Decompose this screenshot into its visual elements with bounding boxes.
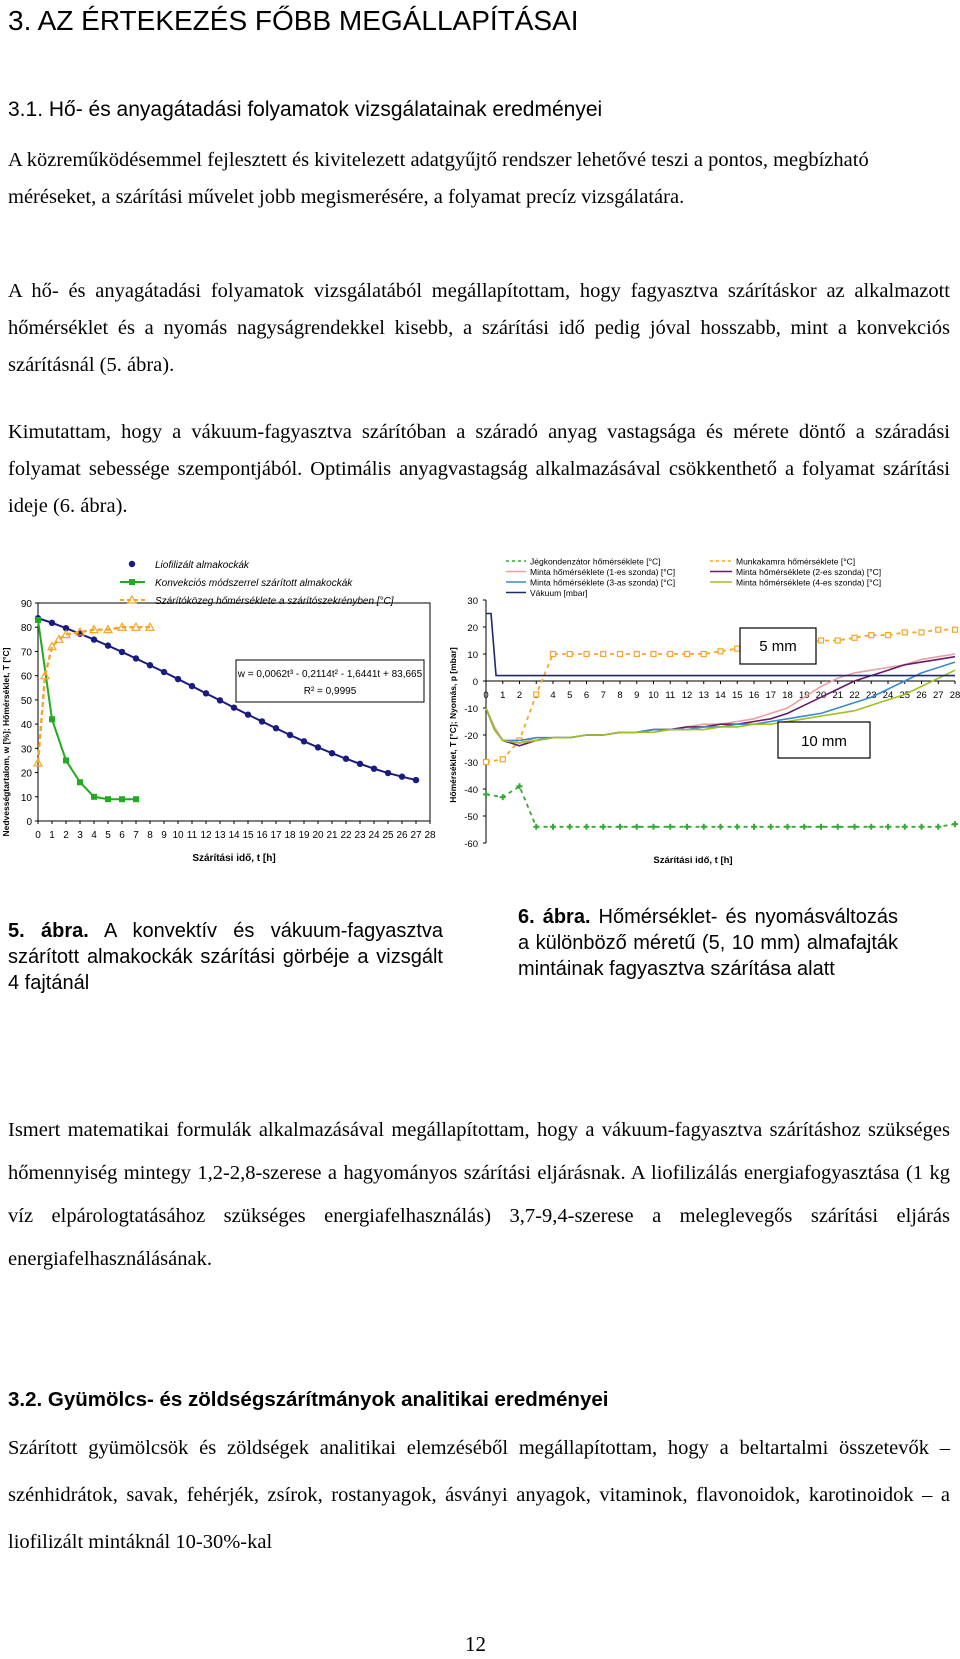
legend-label: Munkakamra hőmérséklete [°C]	[736, 556, 856, 567]
y-tick-label: 70	[20, 647, 32, 659]
y-tick-label: 60	[20, 671, 32, 683]
x-tick-label: 17	[270, 830, 282, 841]
legend-label: Minta hőmérséklete (3-as szonda) [°C]	[530, 577, 676, 588]
y-tick-label: 30	[20, 744, 32, 756]
data-point	[399, 773, 405, 779]
x-tick-label: 14	[228, 830, 240, 841]
x-tick-label: 24	[882, 690, 894, 701]
data-point	[49, 620, 55, 626]
x-tick-label: 18	[284, 830, 296, 841]
plot-area	[38, 603, 430, 821]
data-point	[953, 627, 958, 632]
y-tick-label: -40	[464, 785, 478, 796]
data-point	[567, 652, 572, 657]
annotation-5mm: 5 mm	[759, 638, 797, 655]
y-tick-label: 0	[26, 817, 32, 828]
figure-5-label: 5. ábra.	[8, 920, 89, 942]
data-point	[105, 642, 111, 648]
y-tick-label: 10	[467, 650, 478, 661]
data-point	[718, 824, 724, 830]
legend-label: Minta hőmérséklete (4-es szonda) [°C]	[736, 577, 882, 588]
x-tick-label: 8	[147, 830, 153, 841]
paragraph-5: Szárított gyümölcsök és zöldségek analitikai elemzéséből megállapítottam, hogy a beltartalmi összetevők – szénhidrátok, savak, fehérjék, zsírok, rostanyagok, ásványi anyagok, vitaminok, flavonoidok, karotinoidok – a liofilizált mintáknál 10-30%-kal	[8, 1437, 950, 1553]
data-point	[634, 824, 640, 830]
section-title-3-1: 3.1. Hő- és anyagátadási folyamatok vizsgálatainak eredményei	[8, 98, 603, 121]
data-point	[259, 718, 265, 724]
series-line	[38, 620, 136, 799]
x-axis-label: Szárítási idő, t [h]	[653, 855, 733, 866]
y-axis-label: Nedvességtartalom, w [%]; Hőmérséklet, T [°C]	[1, 647, 11, 837]
x-tick-label: 2	[63, 830, 69, 841]
legend-label: Minta hőmérséklete (2-es szonda) [°C]	[736, 567, 882, 577]
x-tick-label: 24	[368, 830, 380, 841]
data-point	[63, 757, 69, 763]
data-point	[818, 824, 824, 830]
y-tick-label: -30	[464, 758, 478, 769]
x-tick-label: 15	[242, 830, 254, 841]
data-point	[835, 824, 841, 830]
data-point	[634, 652, 639, 657]
data-point	[584, 652, 589, 657]
data-point	[91, 636, 97, 642]
x-tick-label: 13	[214, 830, 226, 841]
data-point	[273, 725, 279, 731]
figure-5-chart	[0, 550, 450, 870]
y-tick-label: 40	[20, 720, 32, 732]
data-point	[231, 704, 237, 710]
paragraph-3: Kimutattam, hogy a vákuum-fagyasztva szárítóban a száradó anyag vastagsága és mérete döntő a száradási folyamat sebessége szempontjából. Optimális anyagvastagság alkalmazásával csökkenthető a folyamat szárítási ideje (6. ábra).	[8, 421, 950, 517]
data-point	[533, 824, 539, 830]
x-tick-label: 15	[731, 690, 743, 701]
x-tick-label: 20	[815, 690, 827, 701]
data-point	[77, 779, 83, 785]
data-point	[161, 669, 167, 675]
x-tick-label: 9	[634, 690, 640, 701]
x-tick-label: 6	[583, 690, 590, 701]
x-tick-label: 23	[354, 830, 366, 841]
data-point	[701, 824, 707, 830]
data-point	[133, 796, 139, 802]
x-tick-label: 26	[396, 830, 408, 841]
data-point	[500, 757, 505, 762]
data-point	[734, 824, 740, 830]
data-point	[357, 761, 363, 767]
data-point	[618, 652, 623, 657]
y-tick-label: 50	[20, 695, 32, 707]
data-point	[175, 676, 181, 682]
x-tick-label: 7	[600, 690, 606, 701]
trendline-r2: R² = 0,9995	[303, 686, 357, 697]
data-point	[886, 633, 891, 638]
x-tick-label: 27	[410, 830, 422, 841]
data-point	[484, 760, 489, 765]
figure-5-caption-text: A konvektív és vákuum-fagyasztva szárított almakockák szárítási görbéje a vizsgált 4 fajtánál	[8, 920, 444, 994]
data-point	[315, 744, 321, 750]
data-point	[600, 824, 606, 830]
data-point	[49, 716, 55, 722]
x-tick-label: 28	[949, 690, 960, 701]
data-point	[936, 627, 941, 632]
figure-6-caption-text: Hőmérséklet- és nyomásváltozás a különböző méretű (5, 10 mm) almafajták mintáinak fagyasztva szárítása alatt	[518, 906, 898, 980]
data-point	[567, 824, 573, 830]
x-tick-label: 21	[832, 690, 844, 701]
data-point	[203, 690, 209, 696]
data-point	[869, 633, 874, 638]
paragraph-2: A hő- és anyagátadási folyamatok vizsgálatából megállapítottam, hogy fagyasztva szárításkor az alkalmazott hőmérséklet és a nyomás nagyságrendekkel kisebb, a szárítási idő pedig jóval hosszabb, mint a konvekciós szárításnál (5. ábra).	[8, 280, 950, 376]
data-point	[91, 794, 97, 800]
y-axis-label: Hőmérséklet, T [°C]; Nyomás, p [mbar]	[448, 647, 458, 803]
series-line	[486, 614, 955, 676]
x-tick-label: 11	[665, 690, 676, 701]
data-point	[329, 750, 335, 756]
data-point	[919, 630, 924, 635]
data-point	[105, 796, 111, 802]
data-point	[35, 617, 41, 623]
data-point	[735, 646, 740, 651]
data-point	[668, 652, 673, 657]
x-tick-label: 17	[765, 690, 777, 701]
x-tick-label: 20	[312, 830, 324, 841]
section-title-3-2: 3.2. Gyümölcs- és zöldségszárítmányok analitikai eredményei	[8, 1388, 609, 1411]
figure-5-caption	[8, 918, 443, 996]
x-tick-label: 10	[172, 830, 184, 841]
y-tick-label: -10	[464, 704, 478, 715]
y-tick-label: 80	[20, 623, 32, 635]
legend-label: Konvekciós módszerrel szárított almakockák	[155, 578, 353, 589]
data-point	[852, 635, 857, 640]
data-point	[785, 824, 791, 830]
data-point	[343, 756, 349, 762]
x-tick-label: 22	[849, 690, 860, 701]
data-point	[245, 711, 251, 717]
x-tick-label: 5	[567, 690, 573, 701]
page-heading: 3. AZ ÉRTEKEZÉS FŐBB MEGÁLLAPÍTÁSAI	[8, 5, 579, 36]
data-point	[551, 652, 556, 657]
data-point	[667, 824, 673, 830]
x-tick-label: 26	[916, 690, 927, 701]
x-tick-label: 18	[782, 690, 793, 701]
annotation-10mm: 10 mm	[801, 733, 847, 750]
data-point	[835, 638, 840, 643]
x-tick-label: 0	[483, 690, 489, 701]
data-point	[701, 652, 706, 657]
x-tick-label: 12	[200, 830, 212, 841]
legend-label: Vákuum [mbar]	[530, 588, 588, 598]
data-point	[684, 824, 690, 830]
data-point	[189, 683, 195, 689]
y-tick-label: 30	[467, 596, 478, 607]
x-tick-label: 22	[340, 830, 352, 841]
y-tick-label: 10	[20, 792, 32, 804]
x-tick-label: 25	[382, 830, 394, 841]
x-tick-label: 21	[326, 830, 338, 841]
data-point	[935, 824, 941, 830]
y-tick-label: 0	[472, 677, 478, 688]
data-point	[885, 824, 891, 830]
data-point	[550, 824, 556, 830]
data-point	[751, 824, 757, 830]
x-tick-label: 11	[186, 830, 198, 841]
data-point	[119, 649, 125, 655]
data-point	[413, 777, 419, 783]
data-point	[301, 738, 307, 744]
data-point	[902, 630, 907, 635]
x-tick-label: 8	[617, 690, 623, 701]
x-tick-label: 19	[298, 830, 310, 841]
figure-6-chart	[448, 550, 960, 870]
x-tick-label: 16	[256, 830, 268, 841]
figure-6-caption	[518, 904, 898, 982]
x-tick-label: 10	[648, 690, 659, 701]
x-tick-label: 6	[119, 830, 125, 841]
x-tick-label: 4	[550, 690, 556, 701]
trendline-equation: w = 0,0062t³ - 0,2114t² - 1,6441t + 83,665	[237, 669, 423, 680]
legend-label: Liofilizált almakockák	[155, 560, 249, 571]
x-tick-label: 12	[681, 690, 693, 701]
page-number: 12	[465, 1632, 486, 1656]
x-tick-label: 2	[516, 690, 523, 701]
x-tick-label: 23	[865, 690, 877, 701]
x-tick-label: 4	[91, 830, 97, 841]
legend-label: Jégkondenzátor hőmérséklete [°C]	[530, 556, 661, 567]
legend-label: Minta hőmérséklete (1-es szonda) [°C]	[530, 567, 676, 577]
y-tick-label: 90	[20, 599, 32, 610]
x-axis-label: Szárítási idő, t [h]	[192, 853, 276, 864]
data-point	[801, 824, 807, 830]
legend-label: Szárítóközeg hőmérséklete a szárítószekrényben [°C]	[155, 596, 394, 607]
y-tick-label: -20	[464, 731, 478, 742]
data-point	[651, 652, 656, 657]
data-point	[902, 824, 908, 830]
data-point	[217, 697, 223, 703]
x-tick-label: 14	[715, 690, 726, 701]
data-point	[685, 652, 690, 657]
paragraph-4: Ismert matematikai formulák alkalmazásával megállapítottam, hogy a vákuum-fagyasztva szárításhoz szükséges hőmennyiség mintegy 1,2-2,8-szerese a hagyományos szárítási eljárásnak. A liofilizálás energiafogyasztása (1 kg víz elpárologtatásához szükséges energiafelhasználás) 3,7-9,4-szerese a meleglevegős szárítási eljárás energiafelhasználásának.	[8, 1119, 950, 1270]
series-line	[486, 786, 955, 827]
legend-marker	[129, 579, 135, 585]
data-point	[868, 824, 874, 830]
data-point	[119, 796, 125, 802]
y-tick-label: -50	[464, 812, 478, 823]
data-point	[651, 824, 657, 830]
figure-6-label: 6. ábra.	[518, 906, 591, 928]
legend-marker	[129, 561, 135, 567]
y-tick-label: -60	[464, 839, 478, 850]
data-point	[133, 655, 139, 661]
x-tick-label: 19	[798, 690, 810, 701]
data-point	[371, 765, 377, 771]
x-tick-label: 9	[161, 830, 167, 841]
x-tick-label: 5	[105, 830, 111, 841]
data-point	[483, 791, 489, 797]
y-tick-label: 20	[467, 623, 478, 634]
x-tick-label: 3	[77, 830, 83, 841]
x-tick-label: 7	[133, 830, 139, 841]
data-point	[287, 732, 293, 738]
data-point	[385, 770, 391, 776]
data-point	[919, 824, 925, 830]
x-tick-label: 25	[899, 690, 911, 701]
x-tick-label: 0	[35, 830, 41, 841]
x-tick-label: 27	[932, 690, 944, 701]
x-tick-label: 1	[49, 830, 55, 841]
x-tick-label: 28	[424, 830, 436, 841]
data-point	[952, 821, 958, 827]
data-point	[819, 638, 824, 643]
data-point	[601, 652, 606, 657]
data-point	[147, 662, 153, 668]
paragraph-1: A közreműködésemmel fejlesztett és kivitelezett adatgyűjtő rendszer lehetővé teszi a pontos, megbízható méréseket, a szárítási művelet jobb megismerésére, a folyamat precíz vizsgálatára.	[8, 149, 869, 208]
data-point	[768, 824, 774, 830]
data-point	[852, 824, 858, 830]
data-point	[584, 824, 590, 830]
x-tick-label: 13	[698, 690, 710, 701]
y-tick-label: 20	[20, 768, 32, 780]
x-tick-label: 16	[748, 690, 760, 701]
data-point	[718, 649, 723, 654]
data-point	[617, 824, 623, 830]
x-tick-label: 1	[500, 690, 506, 701]
data-point	[534, 692, 539, 697]
